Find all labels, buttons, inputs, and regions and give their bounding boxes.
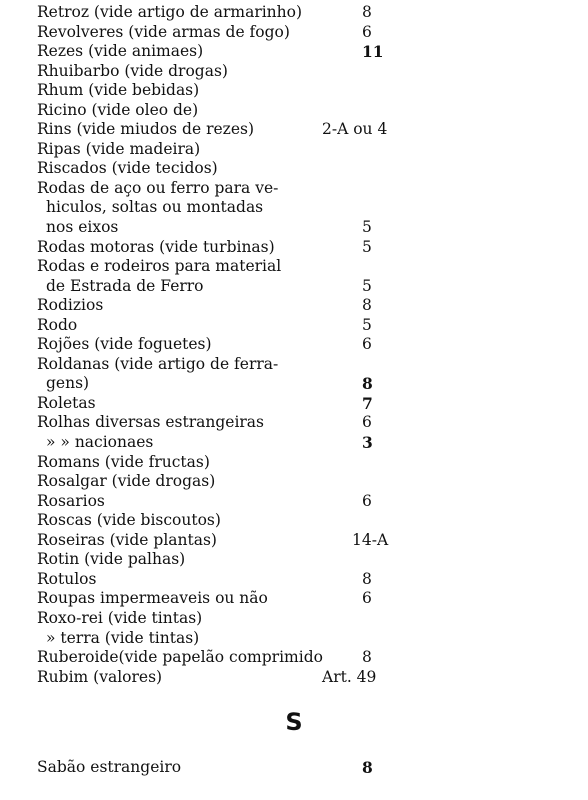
list-item	[0, 648, 588, 668]
list-item	[0, 257, 588, 277]
entry-text: Revolveres (vide armas de fogo)	[37, 22, 290, 41]
entry-text: Rosarios	[37, 491, 105, 510]
entry-value: 3	[362, 433, 373, 453]
list-item	[0, 589, 588, 609]
list-item	[0, 374, 588, 394]
entry-value: 5	[362, 315, 372, 334]
entry-value: 8	[362, 374, 373, 394]
entry-value: 5	[362, 276, 372, 295]
entry-value: 14-A	[352, 530, 389, 549]
list-item	[0, 179, 588, 199]
entry-text: Rolhas diversas estrangeiras	[37, 413, 265, 432]
entry-value: 5	[362, 218, 372, 237]
list-item	[0, 42, 588, 62]
entry-text: Rodas de aço ou ferro para ve-	[37, 178, 279, 197]
list-item	[0, 394, 588, 414]
list-item	[0, 758, 588, 778]
entry-value: 6	[362, 22, 372, 41]
entry-value: 8	[362, 758, 373, 777]
entry-list	[0, 3, 588, 687]
list-item	[0, 609, 588, 629]
section-heading: S	[285, 708, 303, 736]
list-item	[0, 120, 588, 140]
list-item	[0, 198, 588, 218]
entry-text: » terra (vide tintas)	[46, 628, 200, 647]
list-item	[0, 23, 588, 43]
list-item	[0, 472, 588, 492]
entry-value: 6	[362, 589, 372, 608]
list-item	[0, 101, 588, 121]
entry-text: Retroz (vide artigo de armarinho)	[37, 3, 303, 21]
list-item	[0, 453, 588, 473]
entry-text: Roldanas (vide artigo de ferra-	[37, 354, 279, 373]
entry-value: Art. 49	[322, 667, 377, 686]
list-item	[0, 62, 588, 82]
entry-text: Rodas motoras (vide turbinas)	[37, 237, 275, 256]
entry-value: 5	[362, 237, 372, 256]
list-item	[0, 531, 588, 551]
list-item	[0, 570, 588, 590]
list-item	[0, 296, 588, 316]
list-item	[0, 550, 588, 570]
entry-text: Rodas e rodeiros para material	[37, 257, 282, 276]
entry-text: Rhuibarbo (vide drogas)	[37, 61, 228, 80]
entry-text: nos eixos	[46, 218, 119, 237]
entry-text: Rojões (vide foguetes)	[37, 335, 212, 354]
entry-text: Ricino (vide oleo de)	[37, 100, 199, 119]
entry-text: Rotulos	[37, 569, 97, 588]
list-item	[0, 140, 588, 160]
entry-text: Roupas impermeaveis ou não	[37, 589, 268, 608]
entry-text: Rotin (vide palhas)	[37, 550, 186, 569]
list-item	[0, 3, 588, 23]
entry-value: 11	[362, 42, 384, 62]
list-item	[0, 218, 588, 238]
list-item	[0, 511, 588, 531]
section-s-entries	[0, 758, 588, 778]
entry-text: » » nacionaes	[46, 433, 154, 452]
entry-text: gens)	[46, 374, 90, 393]
list-item	[0, 629, 588, 649]
list-item	[0, 335, 588, 355]
list-item	[0, 668, 588, 688]
entry-text: Roseiras (vide plantas)	[37, 530, 217, 549]
entry-text: Rezes (vide animaes)	[37, 42, 204, 61]
entry-text: Rubim (valores)	[37, 667, 163, 686]
list-item	[0, 413, 588, 433]
entry-text: Roletas	[37, 393, 96, 412]
list-item	[0, 238, 588, 258]
entry-text: de Estrada de Ferro	[46, 276, 204, 295]
entry-text: Roscas (vide biscoutos)	[37, 511, 221, 530]
list-item	[0, 492, 588, 512]
entry-text: Rosalgar (vide drogas)	[37, 472, 216, 491]
entry-text: Rhum (vide bebidas)	[37, 81, 200, 100]
entry-text: Rins (vide miudos de rezes)	[37, 120, 254, 139]
entry-text: Ruberoide(vide papelão comprimido	[37, 648, 323, 667]
list-item	[0, 159, 588, 179]
entry-text: hiculos, soltas ou montadas	[46, 198, 264, 217]
list-item	[0, 277, 588, 297]
entry-value: 6	[362, 413, 372, 432]
entry-text: Roxo-rei (vide tintas)	[37, 608, 203, 627]
entry-text: Ripas (vide madeira)	[37, 139, 201, 158]
entry-value: 6	[362, 491, 372, 510]
entry-text: Rodizios	[37, 296, 104, 315]
entry-text: Sabão estrangeiro	[37, 758, 182, 776]
list-item	[0, 355, 588, 375]
entry-value: 2-A ou 4	[322, 120, 388, 139]
entry-value: 8	[362, 569, 372, 588]
entry-value: 6	[362, 335, 372, 354]
list-item	[0, 81, 588, 101]
entry-value: 8	[362, 648, 372, 667]
entry-text: Riscados (vide tecidos)	[37, 159, 218, 178]
list-item	[0, 316, 588, 336]
entry-value: 8	[362, 3, 372, 21]
entry-text: Rodo	[37, 315, 78, 334]
entry-value: 8	[362, 296, 372, 315]
list-item	[0, 433, 588, 453]
entry-text: Romans (vide fructas)	[37, 452, 210, 471]
entry-value: 7	[362, 393, 373, 413]
